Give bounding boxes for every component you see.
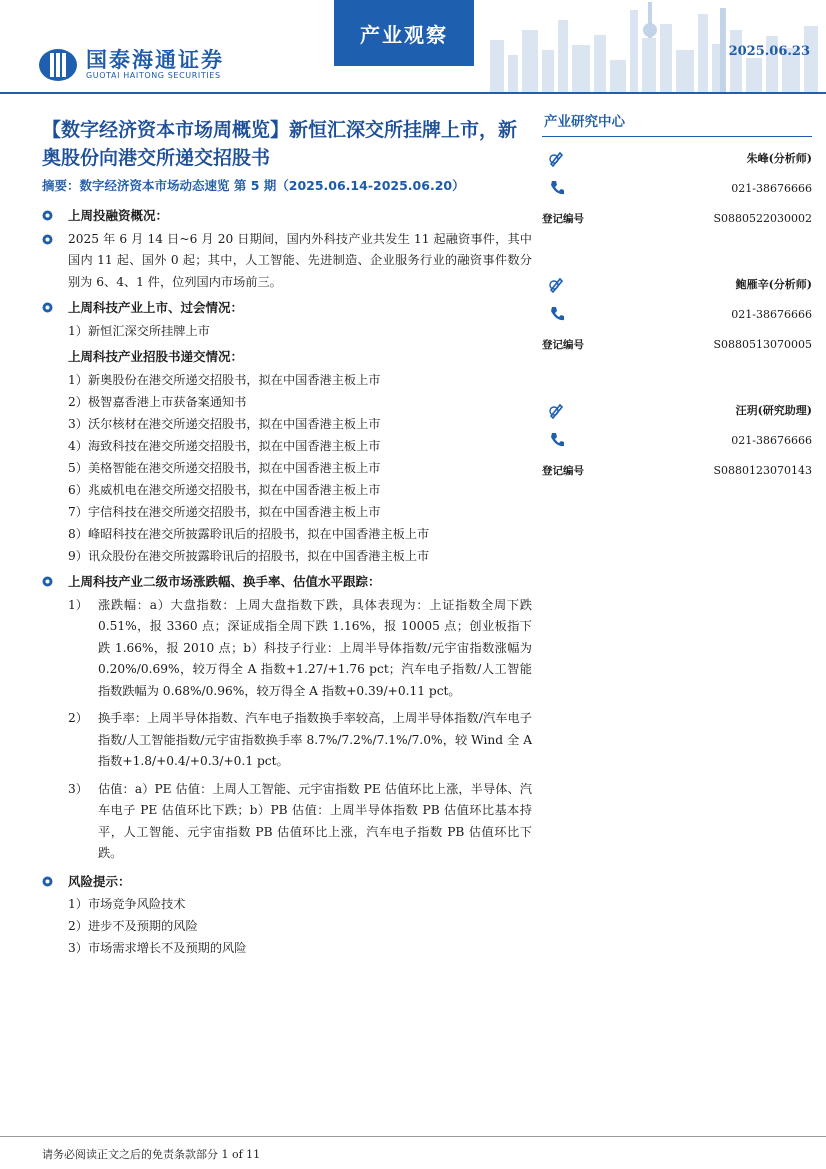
- market-item: [42, 779, 532, 865]
- phone-icon: [548, 431, 566, 449]
- list-item: 6）兆威机电在港交所递交招股书，拟在中国香港主板上市: [68, 482, 381, 497]
- item-number: 3）: [68, 781, 88, 796]
- category-banner: 产业观察: [334, 0, 474, 66]
- report-title: 【数字经济资本市场周概览】新恒汇深交所挂牌上市，新奥股份向港交所递交招股书: [42, 119, 518, 169]
- prospectus-subheading: 上周科技产业招股书递交情况：: [68, 349, 244, 364]
- list-item: 4）海致科技在港交所递交招股书，拟在中国香港主板上市: [68, 438, 381, 453]
- item-text: 换手率：上周半导体指数、汽车电子指数换手率较高，上周半导体指数/汽车电子指数/人工智能指数/元宇宙指数换手率 8.7%/7.2%/7.1%/7.0%，较 Wind 全 A 指数+1.8/+0.4/+0.3/+0.1 pct。: [98, 711, 532, 768]
- registration-label: 登记编号: [542, 338, 584, 351]
- sidebar-title: 产业研究中心: [542, 110, 812, 137]
- market-item: [42, 708, 532, 773]
- diamond-bullet-icon: [42, 234, 53, 245]
- diamond-bullet-icon: [42, 876, 53, 887]
- registration-number: S0880123070143: [713, 463, 812, 477]
- financing-paragraph: [42, 229, 532, 294]
- section-heading-text: 上周科技产业上市、过会情况：: [68, 300, 244, 315]
- analyst-sidebar: [542, 110, 812, 521]
- section-heading-text: 上周投融资概况：: [68, 208, 169, 223]
- logo-mark-icon: [38, 48, 78, 82]
- report-abstract: 摘要：数字经济资本市场动态速览 第 5 期（2025.06.14-2025.06.20）: [42, 178, 465, 193]
- registration-number: S0880522030002: [713, 211, 812, 225]
- report-date: 2025.06.23: [728, 44, 810, 59]
- page-footer: 请务必阅读正文之后的免责条款部分 1 of 11: [42, 1148, 261, 1161]
- analyst-name: 汪玥(研究助理): [735, 404, 812, 417]
- pen-icon: [548, 401, 566, 419]
- list-item: 7）宇信科技在港交所递交招股书，拟在中国香港主板上市: [68, 504, 381, 519]
- pen-icon: [548, 275, 566, 293]
- registration-label: 登记编号: [542, 212, 584, 225]
- item-text: 涨跌幅：a）大盘指数：上周大盘指数下跌，具体表现为：上证指数全周下跌 0.51%，报 3360 点；深证成指全周下跌 1.16%，报 10005 点；创业板指下跌 1.66%，报 2010 点；b）科技子行业：上周半导体指数/元宇宙指数涨幅为 0.20%/0.69%，较万得全 A 指数+1.27/+1.76 pct；汽车电子指数/人工智能指数跌幅为 0.68%/0.96%，较万得全 A 指数+0.39/+0.11 pct。: [98, 597, 532, 698]
- analyst-card: [542, 143, 812, 233]
- list-item: 3）沃尔核材在港交所递交招股书，拟在中国香港主板上市: [68, 416, 381, 431]
- item-number: 2）: [68, 711, 88, 725]
- analyst-phone: 021-38676666: [731, 307, 812, 321]
- section-heading-text: 上周科技产业二级市场涨跌幅、换手率、估值水平跟踪：: [68, 574, 381, 589]
- section-heading-risk: [42, 871, 532, 893]
- list-item: 2）极智嘉香港上市获备案通知书: [68, 394, 247, 409]
- main-content: [42, 205, 532, 960]
- list-item: 9）讯众股份在港交所披露聆讯后的招股书，拟在中国香港主板上市: [68, 548, 430, 563]
- diamond-bullet-icon: [42, 576, 53, 587]
- phone-icon: [548, 179, 566, 197]
- section-heading-ipo: [42, 297, 532, 319]
- list-item: 1）新奥股份在港交所递交招股书，拟在中国香港主板上市: [68, 372, 381, 387]
- analyst-phone: 021-38676666: [731, 433, 812, 447]
- diamond-bullet-icon: [42, 210, 53, 221]
- section-heading-market: [42, 571, 532, 593]
- item-text: 估值：a）PE 估值：上周人工智能、元宇宙指数 PE 估值环比上涨，半导体、汽车电子 PE 估值环比下跌；b）PB 估值：上周半导体指数 PB 估值环比基本持平，人工智能、元宇宙指数 PB 估值环比上涨，汽车电子指数 PB 估值环比下跌。: [98, 781, 532, 860]
- footer-divider: [0, 1136, 826, 1137]
- list-item: 3）市场需求增长不及预期的风险: [68, 941, 247, 955]
- company-logo: [38, 48, 224, 82]
- analyst-name: 朱峰(分析师): [746, 152, 812, 165]
- diamond-bullet-icon: [42, 302, 53, 313]
- registration-label: 登记编号: [542, 464, 584, 477]
- financing-body: 2025 年 6 月 14 日~6 月 20 日期间，国内外科技产业共发生 11 起融资事件，其中国内 11 起、国外 0 起；其中，人工智能、先进制造、企业服务行业的融资事件数分别为 6、4、1 件，位列国内市场前三。: [68, 231, 532, 289]
- logo-text-english: GUOTAI HAITONG SECURITIES: [86, 71, 221, 80]
- list-item: 8）峰昭科技在港交所披露聆讯后的招股书，拟在中国香港主板上市: [68, 526, 430, 541]
- section-heading-financing: [42, 205, 532, 227]
- list-item: 1）市场竞争风险技术: [68, 897, 186, 911]
- analyst-name: 鲍雁辛(分析师): [735, 278, 812, 291]
- list-item: 5）美格智能在港交所递交招股书，拟在中国香港主板上市: [68, 460, 381, 475]
- registration-number: S0880513070005: [713, 337, 812, 351]
- item-number: 1）: [68, 597, 88, 612]
- analyst-phone: 021-38676666: [731, 181, 812, 195]
- pen-icon: [548, 149, 566, 167]
- header-divider: [0, 92, 826, 94]
- market-item: [42, 595, 532, 703]
- analyst-card: [542, 395, 812, 485]
- logo-text-chinese: 国泰海通证券: [86, 48, 224, 72]
- phone-icon: [548, 305, 566, 323]
- list-item: 2）进步不及预期的风险: [68, 919, 198, 933]
- list-item: 1）新恒汇深交所挂牌上市: [68, 323, 210, 338]
- section-heading-text: 风险提示：: [68, 873, 131, 889]
- analyst-card: [542, 269, 812, 359]
- page-header: [0, 0, 826, 96]
